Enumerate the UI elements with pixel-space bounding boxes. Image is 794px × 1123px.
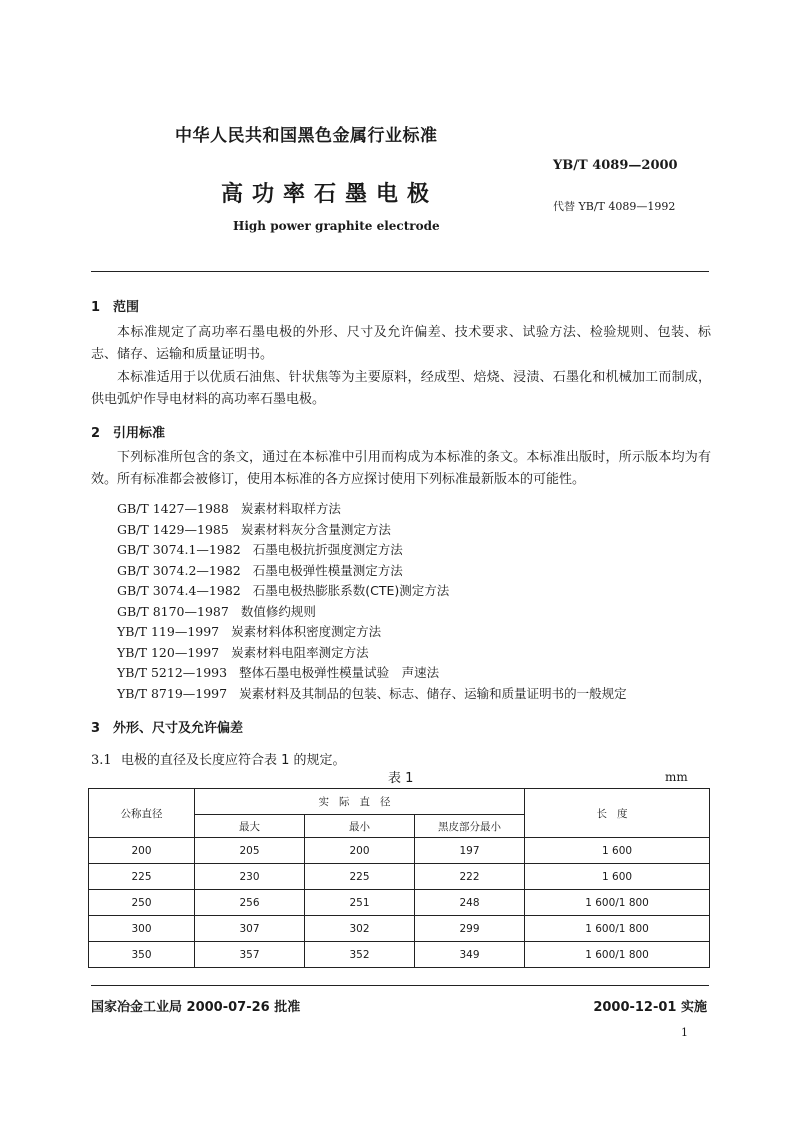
cell-max: 256 bbox=[195, 890, 305, 916]
cell-length: 1 600 bbox=[525, 864, 710, 890]
cell-nominal: 250 bbox=[89, 890, 195, 916]
reference-item bbox=[117, 561, 627, 582]
standard-category: 中华人民共和国黑色金属行业标准 bbox=[175, 126, 438, 146]
cell-black-min: 197 bbox=[415, 838, 525, 864]
cell-black-min: 222 bbox=[415, 864, 525, 890]
reference-title: 炭素材料取样方法 bbox=[240, 501, 341, 516]
page-number: 1 bbox=[681, 1026, 688, 1039]
header-nominal-diameter: 公称直径 bbox=[89, 789, 195, 838]
reference-code: GB/T 3074.4—1982 bbox=[117, 583, 241, 598]
header-length: 长度 bbox=[525, 789, 710, 838]
section-number: 3 bbox=[91, 721, 101, 736]
section-title: 引用标准 bbox=[113, 426, 166, 441]
approval-line: 国家冶金工业局 2000-07-26 批准 bbox=[91, 1000, 301, 1015]
reference-code: GB/T 1427—1988 bbox=[117, 501, 229, 516]
cell-black-min: 248 bbox=[415, 890, 525, 916]
replaces-note: 代替 YB/T 4089—1992 bbox=[553, 200, 676, 213]
cell-nominal: 200 bbox=[89, 838, 195, 864]
cell-min: 251 bbox=[305, 890, 415, 916]
reference-code: GB/T 3074.2—1982 bbox=[117, 562, 241, 578]
table-row bbox=[89, 890, 710, 916]
clause-text: 电极的直径及长度应符合表 1 的规定。 bbox=[121, 753, 346, 768]
reference-item bbox=[117, 663, 627, 684]
reference-item bbox=[117, 520, 627, 541]
reference-item bbox=[117, 622, 627, 643]
section-1-para-1: 本标准规定了高功率石墨电极的外形、尺寸及允许偏差、技术要求、试验方法、检验规则、包装、标志、储存、运输和质量证明书。 bbox=[91, 325, 711, 362]
reference-item bbox=[117, 643, 627, 664]
reference-item bbox=[117, 581, 627, 602]
reference-code: GB/T 8170—1987 bbox=[117, 603, 229, 619]
table-row bbox=[89, 916, 710, 942]
reference-title: 石墨电极热膨胀系数(CTE)测定方法 bbox=[252, 583, 450, 598]
section-title: 范围 bbox=[113, 300, 140, 315]
cell-black-min: 299 bbox=[415, 916, 525, 942]
clause-number: 3.1 bbox=[91, 753, 112, 768]
section-3-heading bbox=[91, 717, 243, 736]
reference-item bbox=[117, 540, 627, 561]
cell-min: 200 bbox=[305, 838, 415, 864]
section-1-para-2: 本标准适用于以优质石油焦、针状焦等为主要原料，经成型、焙烧、浸渍、石墨化和机械加工而制成，供电弧炉作导电材料的高功率石墨电极。 bbox=[91, 370, 711, 407]
cell-length: 1 600/1 800 bbox=[525, 942, 710, 968]
section-number: 1 bbox=[91, 300, 101, 315]
header-min: 最小 bbox=[305, 815, 415, 838]
normative-references-list bbox=[117, 499, 627, 704]
cell-black-min: 349 bbox=[415, 942, 525, 968]
reference-title: 石墨电极抗折强度测定方法 bbox=[252, 542, 403, 557]
document-title-english: High power graphite electrode bbox=[233, 219, 440, 233]
cell-min: 302 bbox=[305, 916, 415, 942]
reference-title: 炭素材料及其制品的包装、标志、储存、运输和质量证明书的一般规定 bbox=[239, 685, 627, 701]
table-row bbox=[89, 838, 710, 864]
reference-code: GB/T 3074.1—1982 bbox=[117, 542, 241, 557]
cell-max: 357 bbox=[195, 942, 305, 968]
cell-length: 1 600/1 800 bbox=[525, 916, 710, 942]
footer-divider bbox=[91, 985, 709, 986]
header-divider bbox=[91, 271, 709, 272]
section-2-heading bbox=[91, 422, 165, 441]
reference-code: YB/T 120—1997 bbox=[117, 644, 220, 660]
clause-3-1 bbox=[91, 749, 346, 768]
electrode-dimensions-table bbox=[88, 788, 710, 968]
cell-nominal: 350 bbox=[89, 942, 195, 968]
reference-code: YB/T 8719—1997 bbox=[117, 685, 228, 701]
reference-title: 数值修约规则 bbox=[240, 603, 316, 619]
table-unit: mm bbox=[665, 770, 688, 784]
reference-title: 整体石墨电极弹性模量试验 声速法 bbox=[239, 665, 440, 680]
standard-code: YB/T 4089—2000 bbox=[553, 158, 678, 173]
section-2-para-1: 下列标准所包含的条文，通过在本标准中引用而构成为本标准的条文。本标准出版时，所示版本均为有效。所有标准都会被修订，使用本标准的各方应探讨使用下列标准最新版本的可能性。 bbox=[91, 450, 711, 487]
section-number: 2 bbox=[91, 426, 101, 441]
section-1-heading bbox=[91, 296, 139, 315]
header-max: 最大 bbox=[195, 815, 305, 838]
reference-title: 炭素材料体积密度测定方法 bbox=[231, 624, 382, 639]
reference-code: YB/T 5212—1993 bbox=[117, 665, 228, 680]
cell-nominal: 300 bbox=[89, 916, 195, 942]
table-row bbox=[89, 942, 710, 968]
section-title: 外形、尺寸及允许偏差 bbox=[113, 721, 244, 736]
reference-title: 石墨电极弹性模量测定方法 bbox=[252, 562, 403, 578]
reference-code: YB/T 119—1997 bbox=[117, 624, 220, 639]
reference-title: 炭素材料灰分含量测定方法 bbox=[240, 521, 391, 537]
reference-title: 炭素材料电阻率测定方法 bbox=[231, 644, 369, 660]
reference-code: GB/T 1429—1985 bbox=[117, 521, 229, 537]
header-black-min: 黑皮部分最小 bbox=[415, 815, 525, 838]
table-caption: 表 1 bbox=[388, 771, 414, 786]
cell-max: 307 bbox=[195, 916, 305, 942]
reference-item bbox=[117, 602, 627, 623]
document-title: 高功率石墨电极 bbox=[221, 182, 439, 207]
table-header-row bbox=[89, 789, 710, 815]
cell-max: 230 bbox=[195, 864, 305, 890]
cell-length: 1 600 bbox=[525, 838, 710, 864]
reference-item bbox=[117, 684, 627, 705]
cell-max: 205 bbox=[195, 838, 305, 864]
cell-length: 1 600/1 800 bbox=[525, 890, 710, 916]
cell-min: 352 bbox=[305, 942, 415, 968]
table-row bbox=[89, 864, 710, 890]
cell-nominal: 225 bbox=[89, 864, 195, 890]
cell-min: 225 bbox=[305, 864, 415, 890]
effective-date: 2000-12-01 实施 bbox=[593, 1000, 707, 1015]
header-actual-diameter: 实际直径 bbox=[195, 789, 525, 815]
reference-item bbox=[117, 499, 627, 520]
